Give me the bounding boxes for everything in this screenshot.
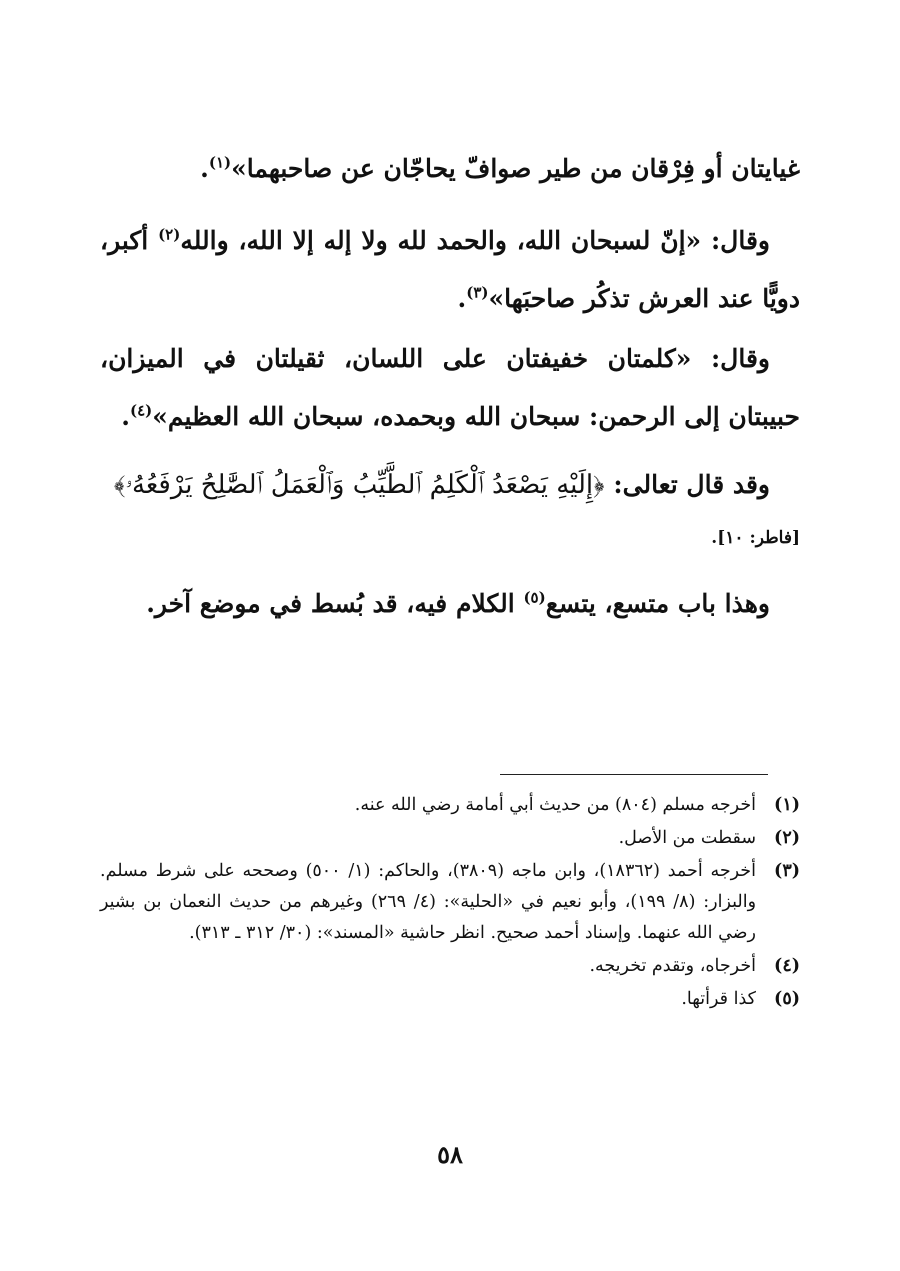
paragraph-4 — [100, 456, 800, 514]
paragraph-2-text-b: أكبر، دويًّا عند العرش تذكُر صاحبَها» — [100, 226, 800, 313]
paragraph-1-end: . — [200, 154, 209, 183]
footnote-separator — [500, 774, 768, 775]
quran-verse: ﴿إِلَيْهِ يَصْعَدُ ٱلْكَلِمُ ٱلطَّيِّبُ وَٱلْعَمَلُ ٱلصَّٰلِحُ يَرْفَعُهُۥ﴾ — [113, 470, 605, 500]
footnote-5 — [100, 984, 800, 1015]
footnote-2 — [100, 823, 800, 854]
footnote-4 — [100, 951, 800, 982]
footnote-3 — [100, 856, 800, 949]
paragraph-3-text: وقال: «كلمتان خفيفتان على اللسان، ثقيلتان في الميزان، حبيبتان إلى الرحمن: سبحان الله وبحمده، سبحان الله العظيم» — [100, 344, 800, 431]
paragraph-2 — [100, 212, 800, 328]
footnotes-list — [100, 790, 800, 1017]
footnote-text: كذا قرأتها. — [681, 989, 756, 1009]
footnote-ref-4[interactable]: (٤) — [130, 401, 153, 420]
footnote-number: (٤) — [774, 956, 800, 976]
paragraph-3-end: . — [121, 402, 130, 431]
paragraph-2-end: . — [457, 284, 467, 313]
footnote-ref-5[interactable]: (٥) — [523, 588, 546, 607]
paragraph-4-lead: وقد قال تعالى: — [604, 470, 770, 499]
paragraph-1-text: غيايتان أو فِرْقان من طير صوافّ يحاجّان عن صاحبهما» — [231, 154, 800, 183]
paragraph-5-text-a: وهذا باب متسع، يتسع — [545, 589, 770, 618]
footnote-number: (٥) — [774, 989, 800, 1009]
footnote-1 — [100, 790, 800, 821]
footnote-number: (٣) — [774, 861, 800, 881]
footnote-number: (٢) — [774, 828, 800, 848]
footnote-text: أخرجاه، وتقدم تخريجه. — [589, 956, 756, 976]
verse-reference: [فاطر: ١٠]. — [711, 528, 800, 548]
footnote-number: (١) — [774, 795, 800, 815]
paragraph-5-text-b: الكلام فيه، قد بُسط في موضع آخر. — [146, 589, 524, 618]
footnote-text: سقطت من الأصل. — [618, 828, 756, 848]
paragraph-2-text-a: وقال: «إنّ لسبحان الله، والحمد لله ولا إله إلا الله، والله — [180, 226, 770, 255]
footnote-ref-1[interactable]: (١) — [208, 153, 232, 172]
paragraph-3 — [100, 330, 800, 446]
footnote-ref-2[interactable]: (٢) — [158, 225, 181, 244]
footnote-ref-3[interactable]: (٣) — [466, 283, 489, 302]
footnote-text: أخرجه مسلم (٨٠٤) من حديث أبي أمامة رضي الله عنه. — [354, 795, 756, 815]
page-number: ٥٨ — [437, 1140, 463, 1169]
footnote-text: أخرجه أحمد (١٨٣٦٢)، وابن ماجه (٣٨٠٩)، والحاكم: (١/ ٥٠٠) وصححه على شرط مسلم. والبزار: (٨/ ١٩٩)، وأبو نعيم في «الحلية»: (٤/ ٢٦٩) وغيرهم من حديث النعمان بن بشير رضي الله عنهما. وإسناد أحمد صحيح. انظر حاشية «المسند»: (٣٠/ ٣١٢ ـ ٣١٣). — [100, 861, 757, 943]
paragraph-1 — [100, 140, 800, 198]
paragraph-5 — [100, 575, 800, 633]
